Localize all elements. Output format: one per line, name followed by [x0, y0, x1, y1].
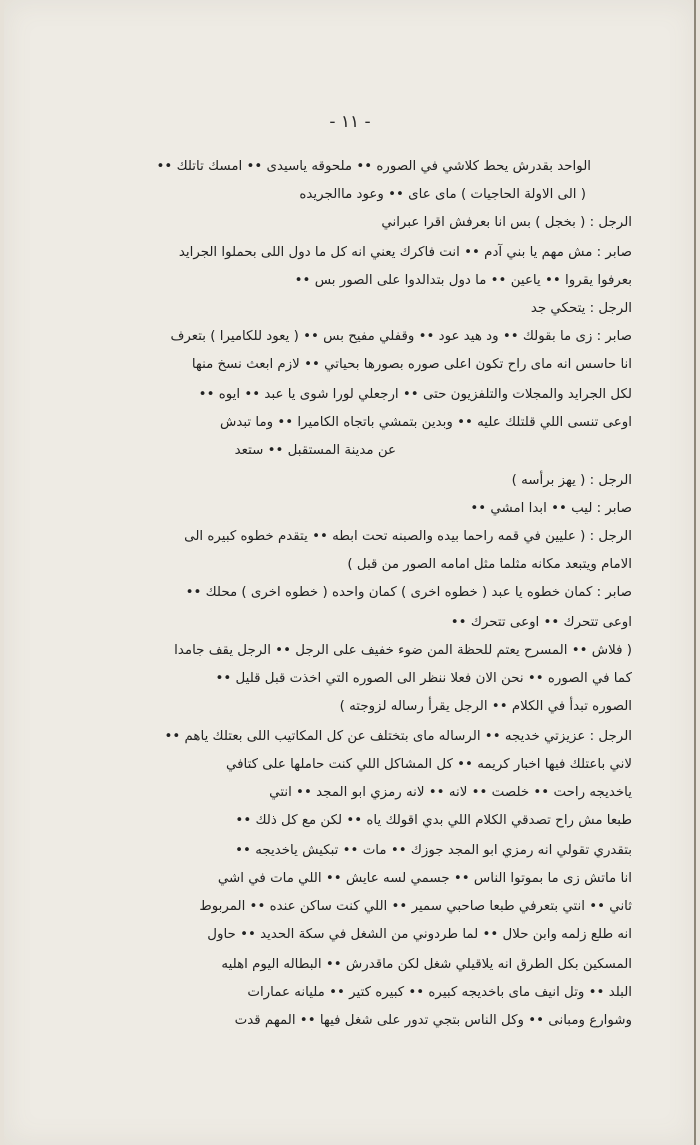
- text-line: الواحد بقدرش يحط كلاشي في الصوره •• ملحوقه ياسيدى •• امسك تاتلك ••: [156, 159, 591, 174]
- text-line: الامام ويتبعد مكانه مثلما مثل امامه الصور من قبل ): [347, 557, 632, 572]
- text-line: لاني باعتلك فيها اخبار كريمه •• كل المشاكل اللي كنت حاملها على كتافي: [225, 757, 632, 772]
- text-line: الرجل : ( يهز برأسه ): [511, 473, 632, 488]
- text-line: ( الى الاولة الحاجيات ) ماى عاى •• وعود ماالجريده: [299, 187, 586, 202]
- text-line: الرجل : ( بخجل ) بس انا بعرفش اقرا عبراني: [381, 215, 632, 230]
- text-line: وشوارع ومبانى •• وكل الناس بتجي تدور على شغل فيها •• المهم قدت: [234, 1013, 632, 1028]
- text-line: بتقدري تقولي انه رمزي ابو المجد جوزك •• مات •• تبكيش ياخديجه ••: [235, 843, 632, 858]
- text-line: صابر : كمان خطوه يا عبد ( خطوه اخرى ) كمان واحده ( خطوه اخرى ) محلك ••: [185, 585, 632, 600]
- text-line: ياخديجه راحت •• خلصت •• لانه •• لانه رمزي ابو المجد •• انتي: [269, 785, 632, 800]
- text-line: لكل الجرايد والمجلات والتلفزيون حتى •• ارجعلي لورا شوى يا عبد •• ايوه ••: [198, 387, 632, 402]
- text-line: ( فلاش •• المسرح يعتم للحظة المن ضوء خفيف على الرجل •• الرجل يقف جامدا: [174, 643, 632, 658]
- text-line: انه طلع زلمه وابن حلال •• لما طردوني من الشغل في سكة الحديد •• حاول: [207, 927, 632, 942]
- text-line: كما في الصوره •• نحن الان فعلا ننظر الى الصوره التي اخذت قبل قليل ••: [215, 671, 632, 686]
- text-line: اوعى تتحرك •• اوعى تتحرك ••: [450, 615, 632, 630]
- text-line: عن مدينة المستقبل •• ستعد: [234, 443, 396, 458]
- body-text: [4, 0, 696, 1145]
- text-line: الرجل : يتحكي جد: [530, 301, 632, 316]
- text-line: صابر : ليب •• ابدا امشي ••: [470, 501, 632, 516]
- text-line: الرجل : ( عليين في قمه راحما بيده والصبنه تحت ابطه •• يتقدم خطوه كبيره الى: [184, 529, 632, 544]
- text-line: البلد •• وتل انيف ماى باخديجه كبيره •• كبيره كتير •• مليانه عمارات: [247, 985, 632, 1000]
- text-line: انا ماتش زى ما بموتوا الناس •• جسمي لسه عايش •• اللي مات في اشي: [217, 871, 632, 886]
- text-line: صابر : مش مهم يا بني آدم •• انت فاكرك يعني انه كل ما دول اللى بحملوا الجرايد: [178, 245, 632, 260]
- page-number: - ١١ -: [329, 112, 371, 132]
- text-line: صابر : زى ما بقولك •• ود هيد عود •• وقفلي مفيح بس •• ( يعود للكاميرا ) بتعرف: [170, 329, 632, 344]
- text-line: ثاني •• انتي بتعرفي طبعا صاحبي سمير •• اللي كنت ساكن عنده •• المربوط: [199, 899, 632, 914]
- text-line: انا حاسس انه ماى راح تكون اعلى صوره بصورها بحياتي •• لازم ابعث نسخ منها: [191, 357, 632, 372]
- text-line: الرجل : عزيزتي خديجه •• الرساله ماى بتختلف عن كل المكاتيب اللى بعتلك ياهم ••: [164, 729, 632, 744]
- document-page: [4, 0, 696, 1145]
- text-line: الصوره تبدأ في الكلام •• الرجل يقرأ رساله لزوجته ): [339, 699, 632, 714]
- text-line: المسكين بكل الطرق انه يلاقيلي شغل لكن ماقدرش •• البطاله اليوم اهليه: [221, 957, 632, 972]
- text-line: اوعى تنسى اللي قلتلك عليه •• وبدين بتمشي باتجاه الكاميرا •• وما تبدش: [219, 415, 632, 430]
- text-line: بعرفوا يقروا •• ياعين •• ما دول بتدالدوا على الصور بس ••: [294, 273, 632, 288]
- text-line: طبعا مش راح تصدقي الكلام اللي بدي اقولك ياه •• لكن مع كل ذلك ••: [235, 813, 632, 828]
